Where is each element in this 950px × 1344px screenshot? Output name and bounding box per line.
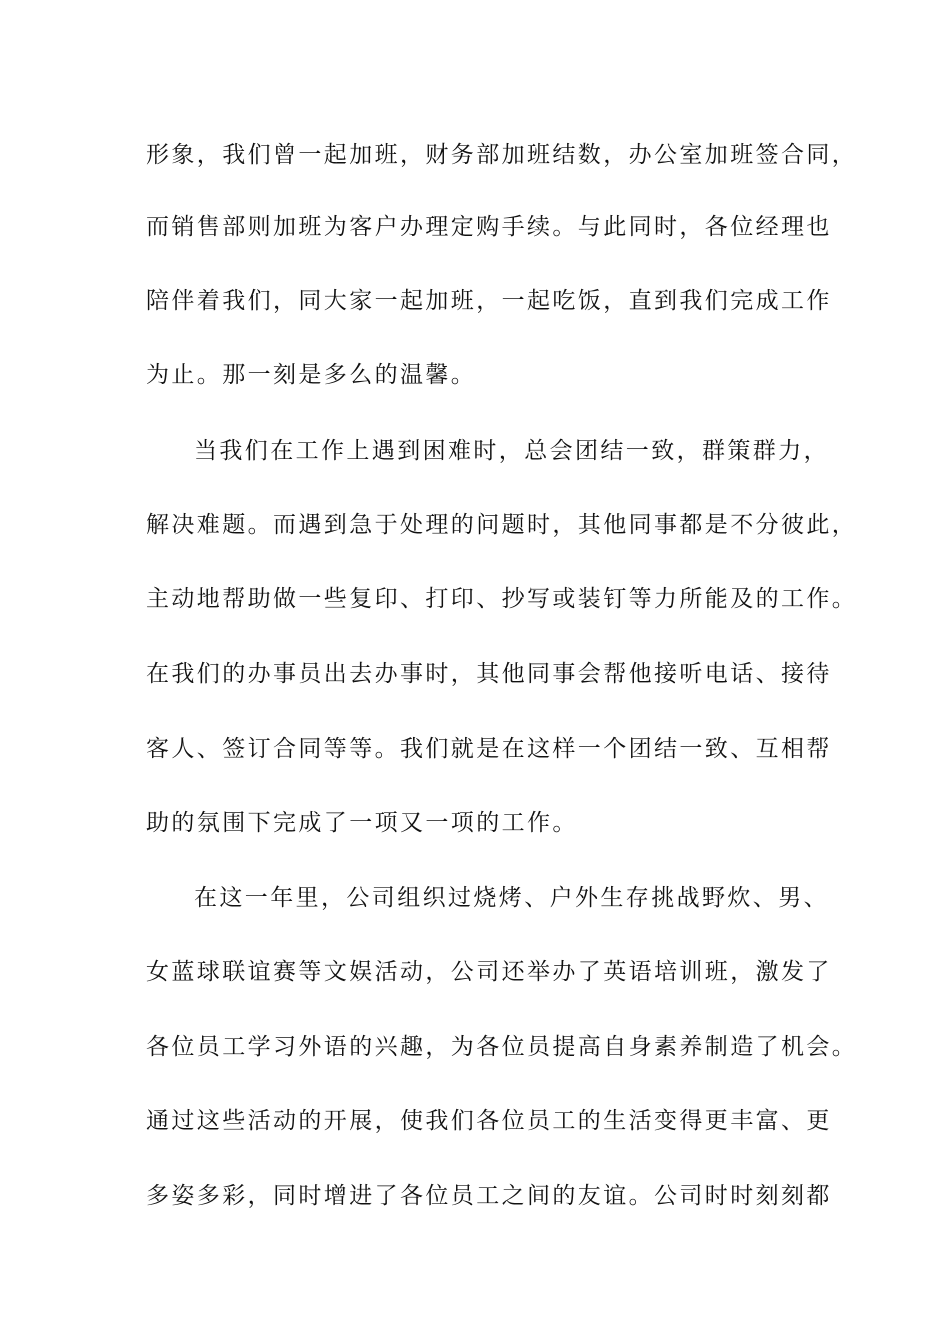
- text-line: 形象，我们曾一起加班，财务部加班结数，办公室加班签合同，: [146, 142, 858, 168]
- text-line: 为止。那一刻是多么的温馨。: [146, 362, 477, 388]
- text-line: 女蓝球联谊赛等文娱活动，公司还举办了英语培训班，激发了: [146, 959, 832, 985]
- text-line: 助的氛围下完成了一项又一项的工作。: [146, 810, 578, 836]
- paragraph-first-line: 当我们在工作上遇到困难时，总会团结一致，群策群力，: [194, 438, 829, 464]
- paragraph-first-line: 在这一年里，公司组织过烧烤、户外生存挑战野炊、男、: [194, 885, 829, 911]
- text-line: 解决难题。而遇到急于处理的问题时，其他同事都是不分彼此，: [146, 512, 858, 538]
- text-line: 在我们的办事员出去办事时，其他同事会帮他接听电话、接待: [146, 661, 832, 687]
- text-line: 陪伴着我们，同大家一起加班，一起吃饭，直到我们完成工作: [146, 288, 832, 314]
- text-line: 而销售部则加班为客户办理定购手续。与此同时，各位经理也: [146, 214, 832, 240]
- text-line: 各位员工学习外语的兴趣，为各位员提高自身素养制造了机会。: [146, 1034, 858, 1060]
- text-line: 通过这些活动的开展，使我们各位员工的生活变得更丰富、更: [146, 1108, 832, 1134]
- text-line: 多姿多彩，同时增进了各位员工之间的友谊。公司时时刻刻都: [146, 1183, 832, 1209]
- text-line: 客人、签订合同等等。我们就是在这样一个团结一致、互相帮: [146, 736, 832, 762]
- text-line: 主动地帮助做一些复印、打印、抄写或装钉等力所能及的工作。: [146, 586, 858, 612]
